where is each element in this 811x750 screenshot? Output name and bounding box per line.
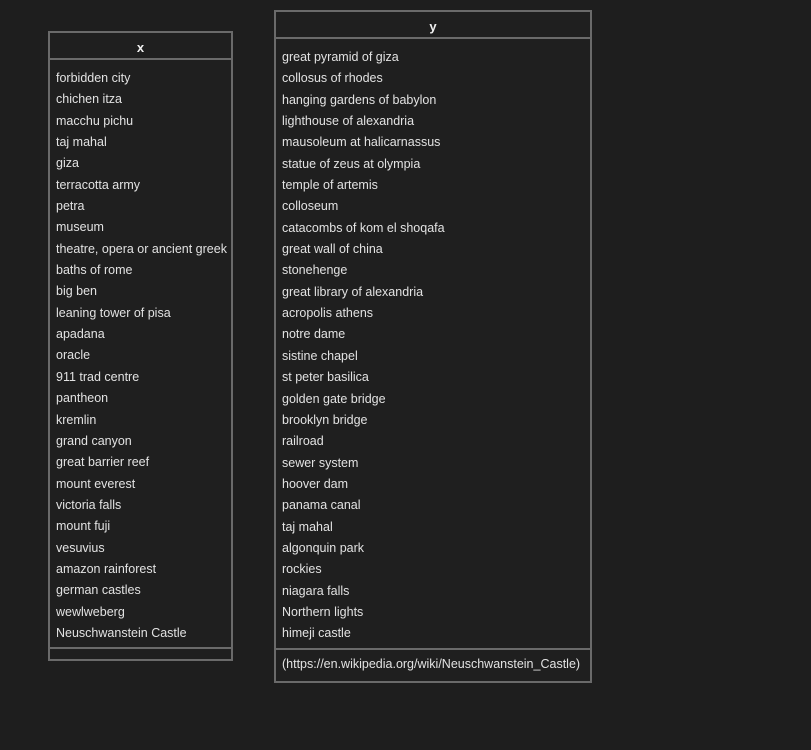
list-item: wewlweberg: [56, 604, 125, 619]
list-item: himeji castle: [282, 626, 351, 641]
entity-title-y: y: [276, 12, 590, 39]
list-item: collosus of rhodes: [282, 71, 383, 86]
entity-box-x[interactable]: [48, 31, 233, 661]
list-item: great barrier reef: [56, 455, 150, 470]
entity-items-x: [50, 60, 231, 647]
list-item: lighthouse of alexandria: [282, 114, 415, 129]
list-item: grand canyon: [56, 433, 132, 448]
list-item: st peter basilica: [282, 370, 369, 385]
list-item: taj mahal: [282, 519, 333, 534]
list-item: colloseum: [282, 199, 339, 214]
list-item: sewer system: [282, 455, 359, 470]
list-item: Neuschwanstein Castle: [56, 625, 187, 640]
list-item: leaning tower of pisa: [56, 305, 171, 320]
list-item: sistine chapel: [282, 348, 358, 363]
list-item: german castles: [56, 583, 141, 598]
list-item: catacombs of kom el shoqafa: [282, 220, 445, 235]
list-item: panama canal: [282, 498, 361, 513]
list-item: amazon rainforest: [56, 561, 157, 576]
list-item: rockies: [282, 562, 322, 577]
list-item: acropolis athens: [282, 306, 374, 321]
list-item: 911 trad centre: [56, 369, 140, 384]
list-item: great pyramid of giza: [282, 50, 399, 64]
list-item: Northern lights: [282, 604, 364, 619]
list-item: algonquin park: [282, 540, 365, 555]
entity-footer-y: (https://en.wikipedia.org/wiki/Neuschwanstein_Castle): [276, 648, 590, 679]
list-item: victoria falls: [56, 497, 122, 512]
entity-footer-x: [50, 647, 231, 655]
list-item: mount fuji: [56, 519, 111, 534]
list-item: forbidden city: [56, 71, 131, 85]
entity-title-x: x: [50, 33, 231, 60]
list-item: vesuvius: [56, 540, 105, 555]
list-item: hoover dam: [282, 476, 349, 491]
list-item: great wall of china: [282, 242, 383, 257]
list-item: pantheon: [56, 391, 109, 406]
list-item: stonehenge: [282, 263, 348, 278]
list-item: notre dame: [282, 327, 346, 342]
list-item: taj mahal: [56, 135, 107, 150]
list-item: railroad: [282, 434, 324, 449]
list-item: apadana: [56, 327, 105, 342]
list-item: mausoleum at halicarnassus: [282, 135, 441, 150]
list-item: statue of zeus at olympia: [282, 156, 421, 171]
list-item: terracotta army: [56, 177, 141, 192]
list-item: kremlin: [56, 412, 97, 427]
list-item: macchu pichu: [56, 113, 134, 128]
list-item: giza: [56, 156, 79, 171]
entity-box-y[interactable]: [274, 10, 592, 683]
list-item: chichen itza: [56, 92, 123, 107]
list-item: theatre, opera or ancient greek: [56, 241, 227, 256]
list-item: big ben: [56, 284, 98, 299]
list-item: museum: [56, 220, 104, 235]
list-item: brooklyn bridge: [282, 412, 368, 427]
list-item: mount everest: [56, 476, 136, 491]
list-item: niagara falls: [282, 583, 350, 598]
list-item: hanging gardens of babylon: [282, 92, 437, 107]
list-item: golden gate bridge: [282, 391, 386, 406]
list-item: petra: [56, 199, 85, 214]
entity-items-y: [276, 39, 590, 648]
list-item: great library of alexandria: [282, 284, 424, 299]
list-item: temple of artemis: [282, 178, 378, 193]
list-item: baths of rome: [56, 263, 133, 278]
list-item: oracle: [56, 348, 91, 363]
